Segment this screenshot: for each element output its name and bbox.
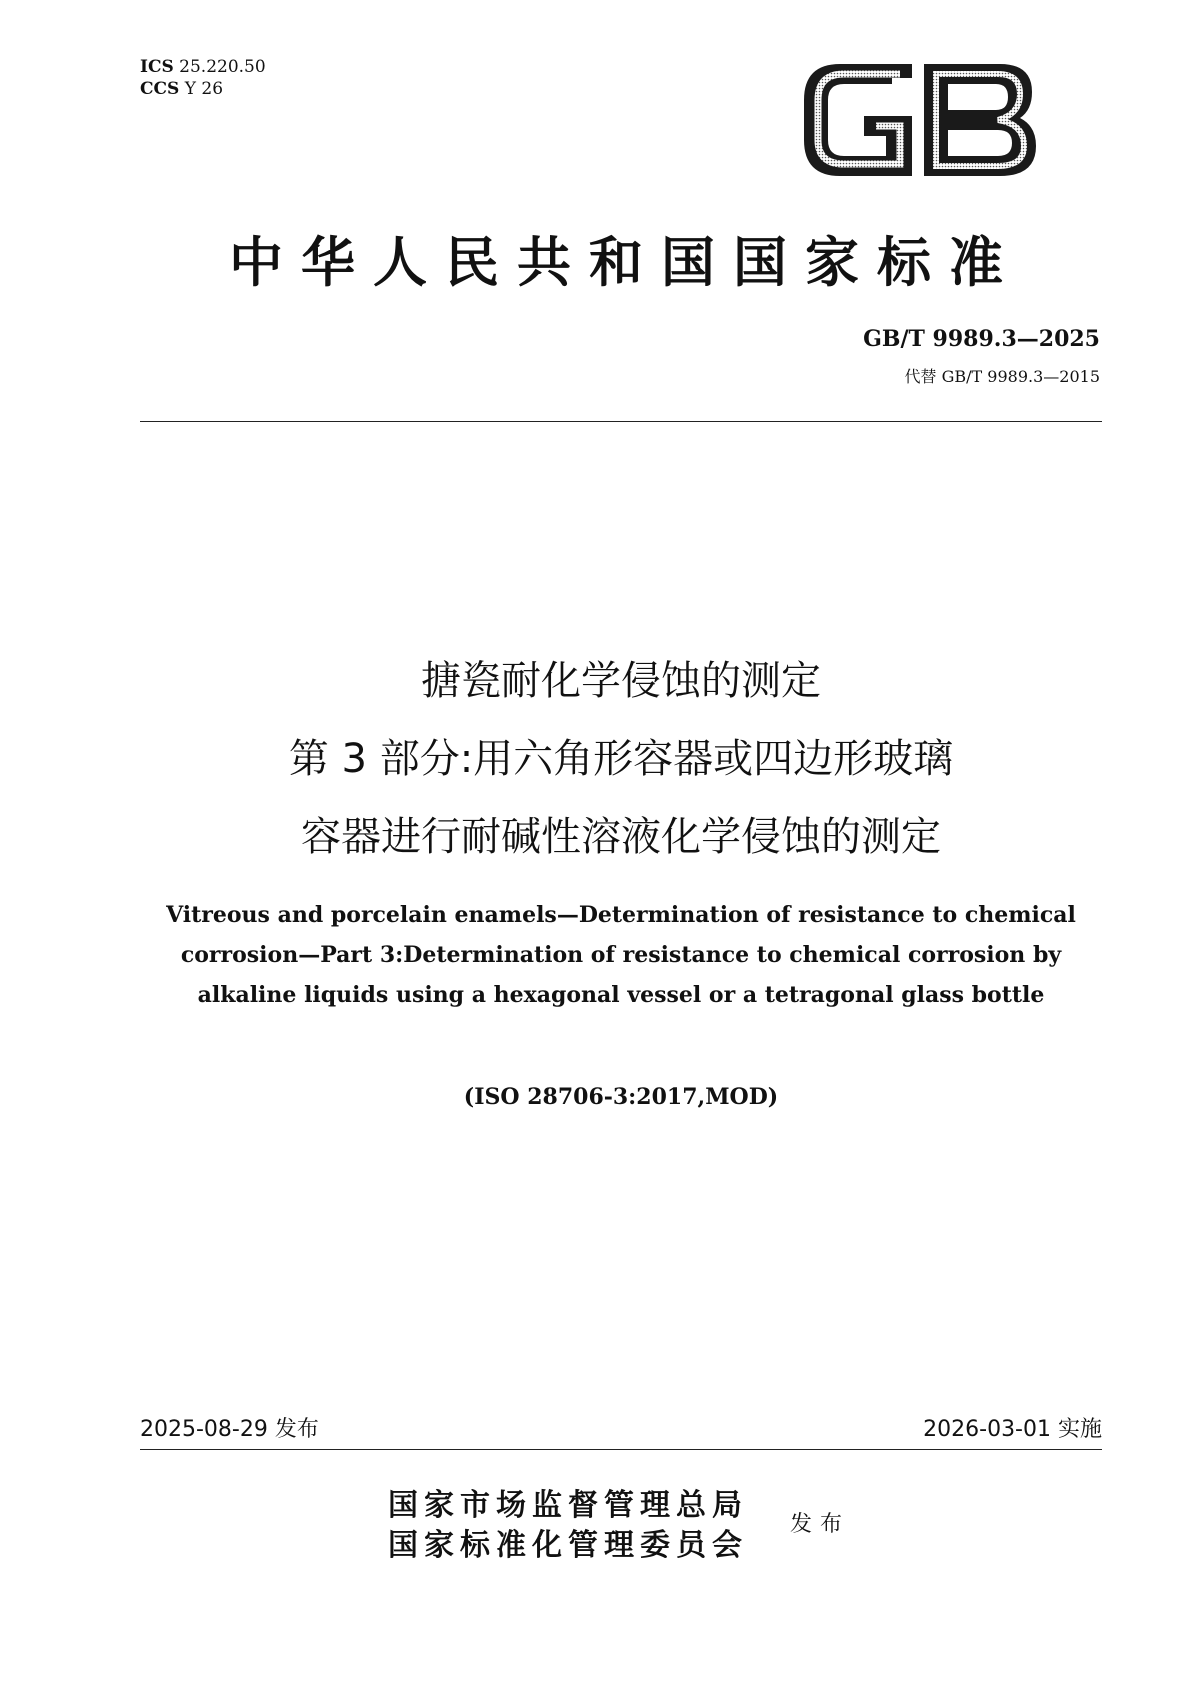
chinese-title-line: 搪瓷耐化学侵蚀的测定: [421, 658, 821, 704]
ccs-label: CCS: [140, 79, 180, 99]
footer-divider: [140, 1449, 1102, 1450]
chinese-title-line: 第 3 部分:用六角形容器或四边形玻璃: [288, 736, 954, 782]
gb-logo-icon: [800, 60, 1040, 180]
standard-replaces: 代替 GB/T 9989.3—2015: [904, 367, 1100, 386]
standard-number: GB/T 9989.3—2025: [863, 326, 1100, 352]
english-title-line: Vitreous and porcelain enamels—Determination of resistance to chemical: [166, 902, 1076, 928]
ics-code: 25.220.50: [179, 57, 266, 77]
ccs-line: [140, 78, 266, 100]
ccs-code: Y 26: [184, 79, 224, 99]
issuer-name: 国家市场监督管理总局: [388, 1488, 748, 1523]
issuer-name: 国家标准化管理委员会: [388, 1528, 748, 1563]
issue-date: 2025-08-29 发布: [140, 1417, 319, 1442]
issuing-authorities: [388, 1486, 748, 1566]
english-title-line: corrosion—Part 3:Determination of resistance to chemical corrosion by: [180, 942, 1062, 968]
national-standard-title: 中华人民共和国国家标准: [229, 230, 1021, 294]
ics-label: ICS: [140, 57, 174, 77]
publish-label: 发布: [790, 1512, 851, 1537]
english-title: [140, 895, 1102, 1015]
implementation-date: 2026-03-01 实施: [923, 1417, 1102, 1442]
english-title-line: alkaline liquids using a hexagonal vessel or a tetragonal glass bottle: [197, 982, 1045, 1008]
ics-line: [140, 56, 266, 78]
gb-logo-text: GB: [800, 60, 802, 61]
header-divider: [140, 421, 1102, 422]
chinese-title-line: 容器进行耐碱性溶液化学侵蚀的测定: [301, 814, 941, 860]
adoption-note: (ISO 28706-3:2017,MOD): [463, 1084, 779, 1110]
classification-codes: [140, 56, 266, 100]
chinese-title: [140, 642, 1102, 876]
